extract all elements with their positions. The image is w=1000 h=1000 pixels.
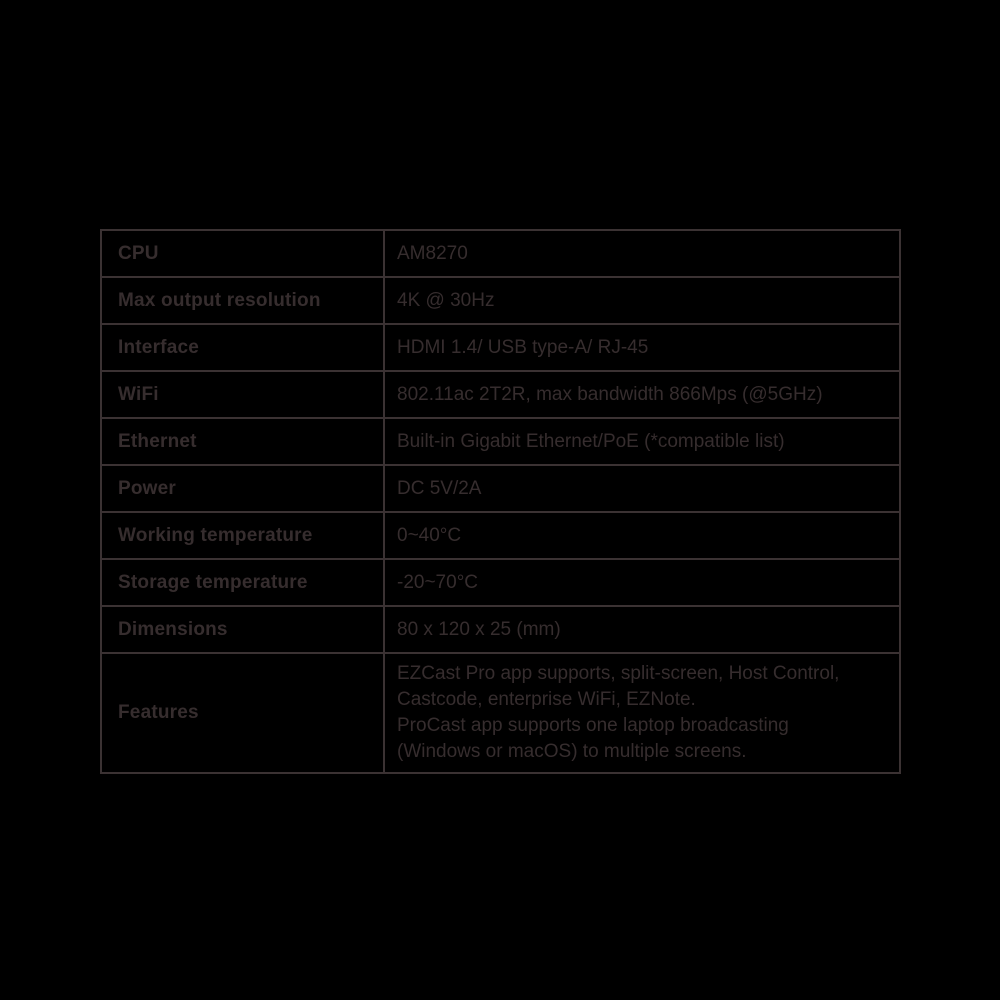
spec-label-interface: Interface — [101, 324, 384, 371]
spec-table — [100, 229, 901, 774]
features-line-2: Castcode, enterprise WiFi, EZNote. — [397, 689, 696, 710]
spec-value-working-temperature: 0~40°C — [384, 512, 900, 559]
spec-label-working-temperature: Working temperature — [101, 512, 384, 559]
table-row-wifi — [101, 371, 900, 418]
spec-label-cpu: CPU — [101, 230, 384, 277]
table-row-features — [101, 653, 900, 773]
table-row-storage-temperature — [101, 559, 900, 606]
spec-label-wifi: WiFi — [101, 371, 384, 418]
spec-value-power: DC 5V/2A — [384, 465, 900, 512]
spec-value-cpu: AM8270 — [384, 230, 900, 277]
features-line-4: (Windows or macOS) to multiple screens. — [397, 741, 747, 762]
table-row-dimensions — [101, 606, 900, 653]
spec-label-power: Power — [101, 465, 384, 512]
spec-value-max-output-resolution: 4K @ 30Hz — [384, 277, 900, 324]
spec-value-ethernet: Built-in Gigabit Ethernet/PoE (*compatible list) — [384, 418, 900, 465]
spec-value-wifi: 802.11ac 2T2R, max bandwidth 866Mps (@5GHz) — [384, 371, 900, 418]
spec-value-features — [384, 653, 900, 773]
features-line-3: ProCast app supports one laptop broadcasting — [397, 715, 789, 736]
table-row-ethernet — [101, 418, 900, 465]
table-row-working-temperature — [101, 512, 900, 559]
table-row-power — [101, 465, 900, 512]
table-row-max-output-resolution — [101, 277, 900, 324]
spec-value-storage-temperature: -20~70°C — [384, 559, 900, 606]
table-row-interface — [101, 324, 900, 371]
spec-value-dimensions: 80 x 120 x 25 (mm) — [384, 606, 900, 653]
spec-label-ethernet: Ethernet — [101, 418, 384, 465]
spec-label-storage-temperature: Storage temperature — [101, 559, 384, 606]
spec-value-interface: HDMI 1.4/ USB type-A/ RJ-45 — [384, 324, 900, 371]
table-row-cpu — [101, 230, 900, 277]
features-line-1: EZCast Pro app supports, split-screen, Host Control, — [397, 663, 840, 684]
spec-label-dimensions: Dimensions — [101, 606, 384, 653]
features-text — [397, 661, 891, 765]
spec-label-features: Features — [101, 653, 384, 773]
spec-label-max-output-resolution: Max output resolution — [101, 277, 384, 324]
